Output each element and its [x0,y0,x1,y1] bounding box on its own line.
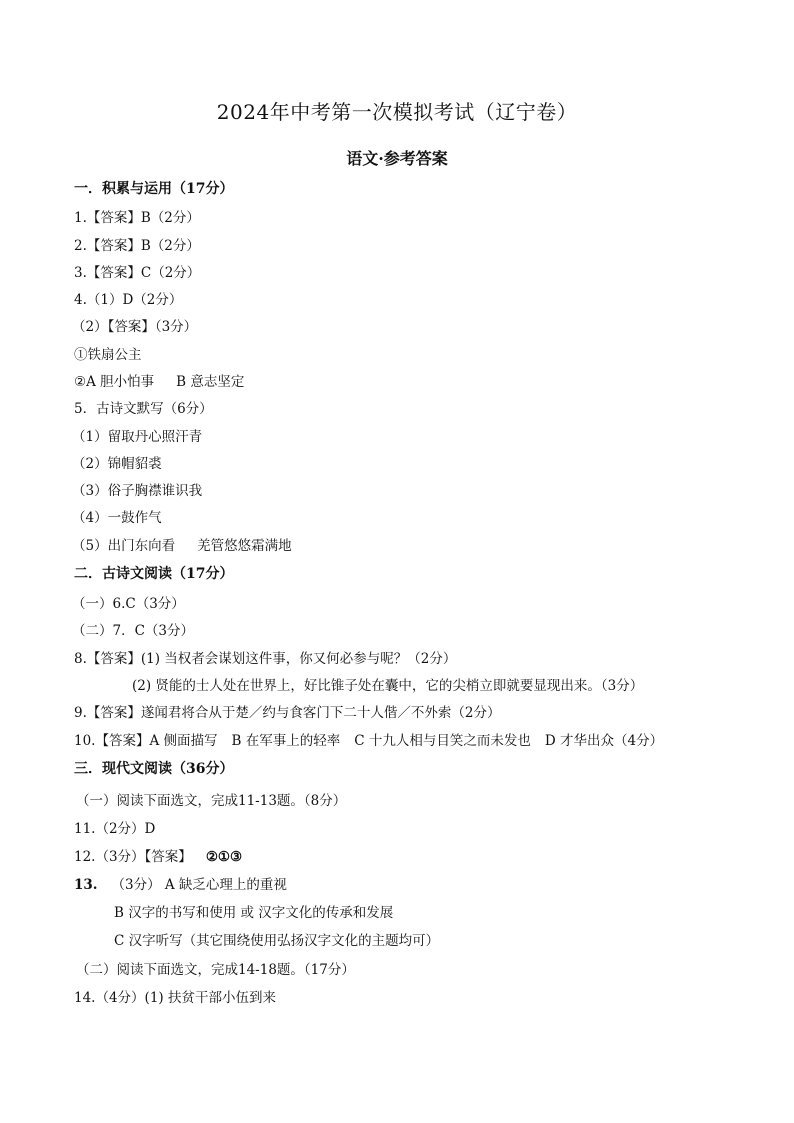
answer-line: (2) 贤能的士人处在世界上，好比锥子处在囊中，它的尖梢立即就要显现出来。（3分） [132,678,644,694]
answer-line [72,537,292,555]
answer-line [74,848,242,866]
answer-line: 4.（1）D（2分） [74,292,183,308]
answer-line [74,876,287,894]
answer-part: 羌管悠悠霜满地 [197,538,292,554]
section-heading-1: 一．积累与运用（17分） [74,181,234,197]
answer-line: 1.【答案】B（2分） [74,210,200,226]
answer-line: 14.（4分）(1) 扶贫干部小伍到来 [74,990,276,1006]
answer-part: （3分） A 缺乏心理上的重视 [111,877,287,893]
answer-part: ②A 胆小怕事 [74,374,155,390]
answer-line: 11.（2分）D [74,821,156,837]
answer-line: 3.【答案】C（2分） [74,265,201,281]
answer-line: C 汉字听写（其它围绕使用弘扬汉字文化的主题均可） [114,933,440,949]
answer-line: （一）阅读下面选文，完成11-13题。（8分） [76,793,347,809]
answer-line: （2）锦帽貂裘 [72,456,162,472]
answer-part: B 意志坚定 [176,374,245,390]
answer-line: （3）俗子胸襟谁识我 [72,483,203,499]
answer-line: （1）留取丹心照汗青 [72,429,203,445]
answer-line: （4）一鼓作气 [72,510,162,526]
answer-line: （2）【答案】（3分） [72,319,198,335]
answer-line: ①铁扇公主 [74,347,142,363]
section-heading-3: 三．现代文阅读（36分） [74,761,234,777]
section-heading-2: 二．古诗文阅读（17分） [74,566,234,582]
answer-line [74,732,663,750]
answer-line: 5．古诗文默写（6分） [74,401,213,417]
answer-line: 9.【答案】遂闻君将合从于楚／约与食客门下二十人偕／不外索（2分） [74,705,501,721]
page-title: 2024年中考第一次模拟考试（辽宁卷） [216,100,578,124]
answer-line: （二）7．C（3分） [72,623,195,639]
answer-part: 12.（3分）【答案】 [74,849,192,865]
answer-line: （二）阅读下面选文，完成14-18题。（17分） [76,962,355,978]
answer-part: B 在军事上的轻率 [231,733,341,749]
answer-line: B 汉字的书写和使用 或 汉字文化的传承和发展 [114,905,394,921]
answer-part: D 才华出众（4分） [544,733,664,749]
question-number: 13. [74,877,98,893]
answer-part: C 十九人相与目笑之而未发也 [354,733,531,749]
answer-part: ②①③ [205,849,243,865]
answer-line: （一）6.C（3分） [72,596,185,612]
answer-part: （5）出门东向看 [72,538,176,554]
answer-line: 8.【答案】(1) 当权者会谋划这件事，你又何必参与呢？（2分） [74,651,457,667]
answer-line: 2.【答案】B（2分） [74,238,200,254]
answer-part: 10.【答案】A 侧面描写 [74,733,218,749]
page-subtitle: 语文·参考答案 [346,149,448,168]
answer-line [74,373,244,391]
